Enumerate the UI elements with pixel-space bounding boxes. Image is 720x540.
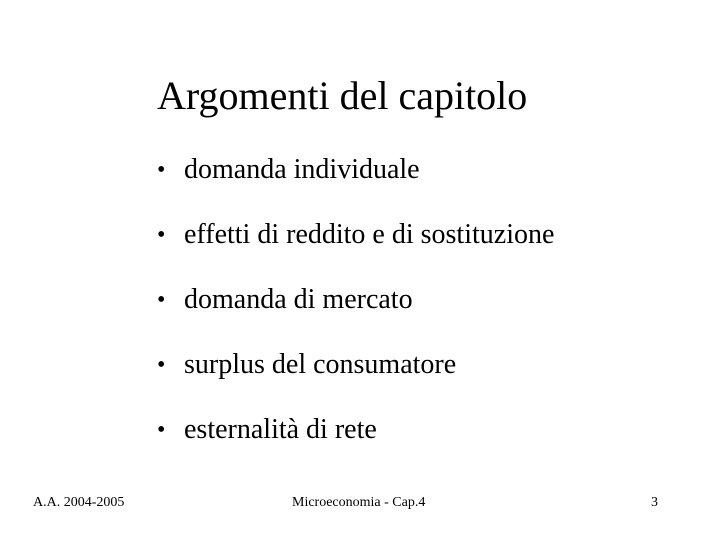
footer-page-number: 3 [651,495,658,510]
slide-title: Argomenti del capitolo [157,73,528,118]
bullet-text: surplus del consumatore [184,349,457,380]
bullet-text: domanda di mercato [184,284,413,315]
footer-academic-year: A.A. 2004-2005 [33,495,125,510]
bullet-text: effetti di reddito e di sostituzione [184,219,555,250]
bullet-text: esternalità di rete [184,414,377,445]
bullet-icon: • [157,157,166,183]
footer-course-chapter: Microeconomia - Cap.4 [292,495,426,510]
bullet-item [157,152,554,217]
bullet-item [157,217,554,282]
bullet-text: domanda individuale [184,154,420,185]
bullet-item [157,347,554,412]
bullet-item [157,282,554,347]
bullet-icon: • [157,417,166,443]
bullet-icon: • [157,222,166,248]
bullet-list [157,152,554,477]
bullet-item [157,412,554,477]
bullet-icon: • [157,287,166,313]
bullet-icon: • [157,352,166,378]
